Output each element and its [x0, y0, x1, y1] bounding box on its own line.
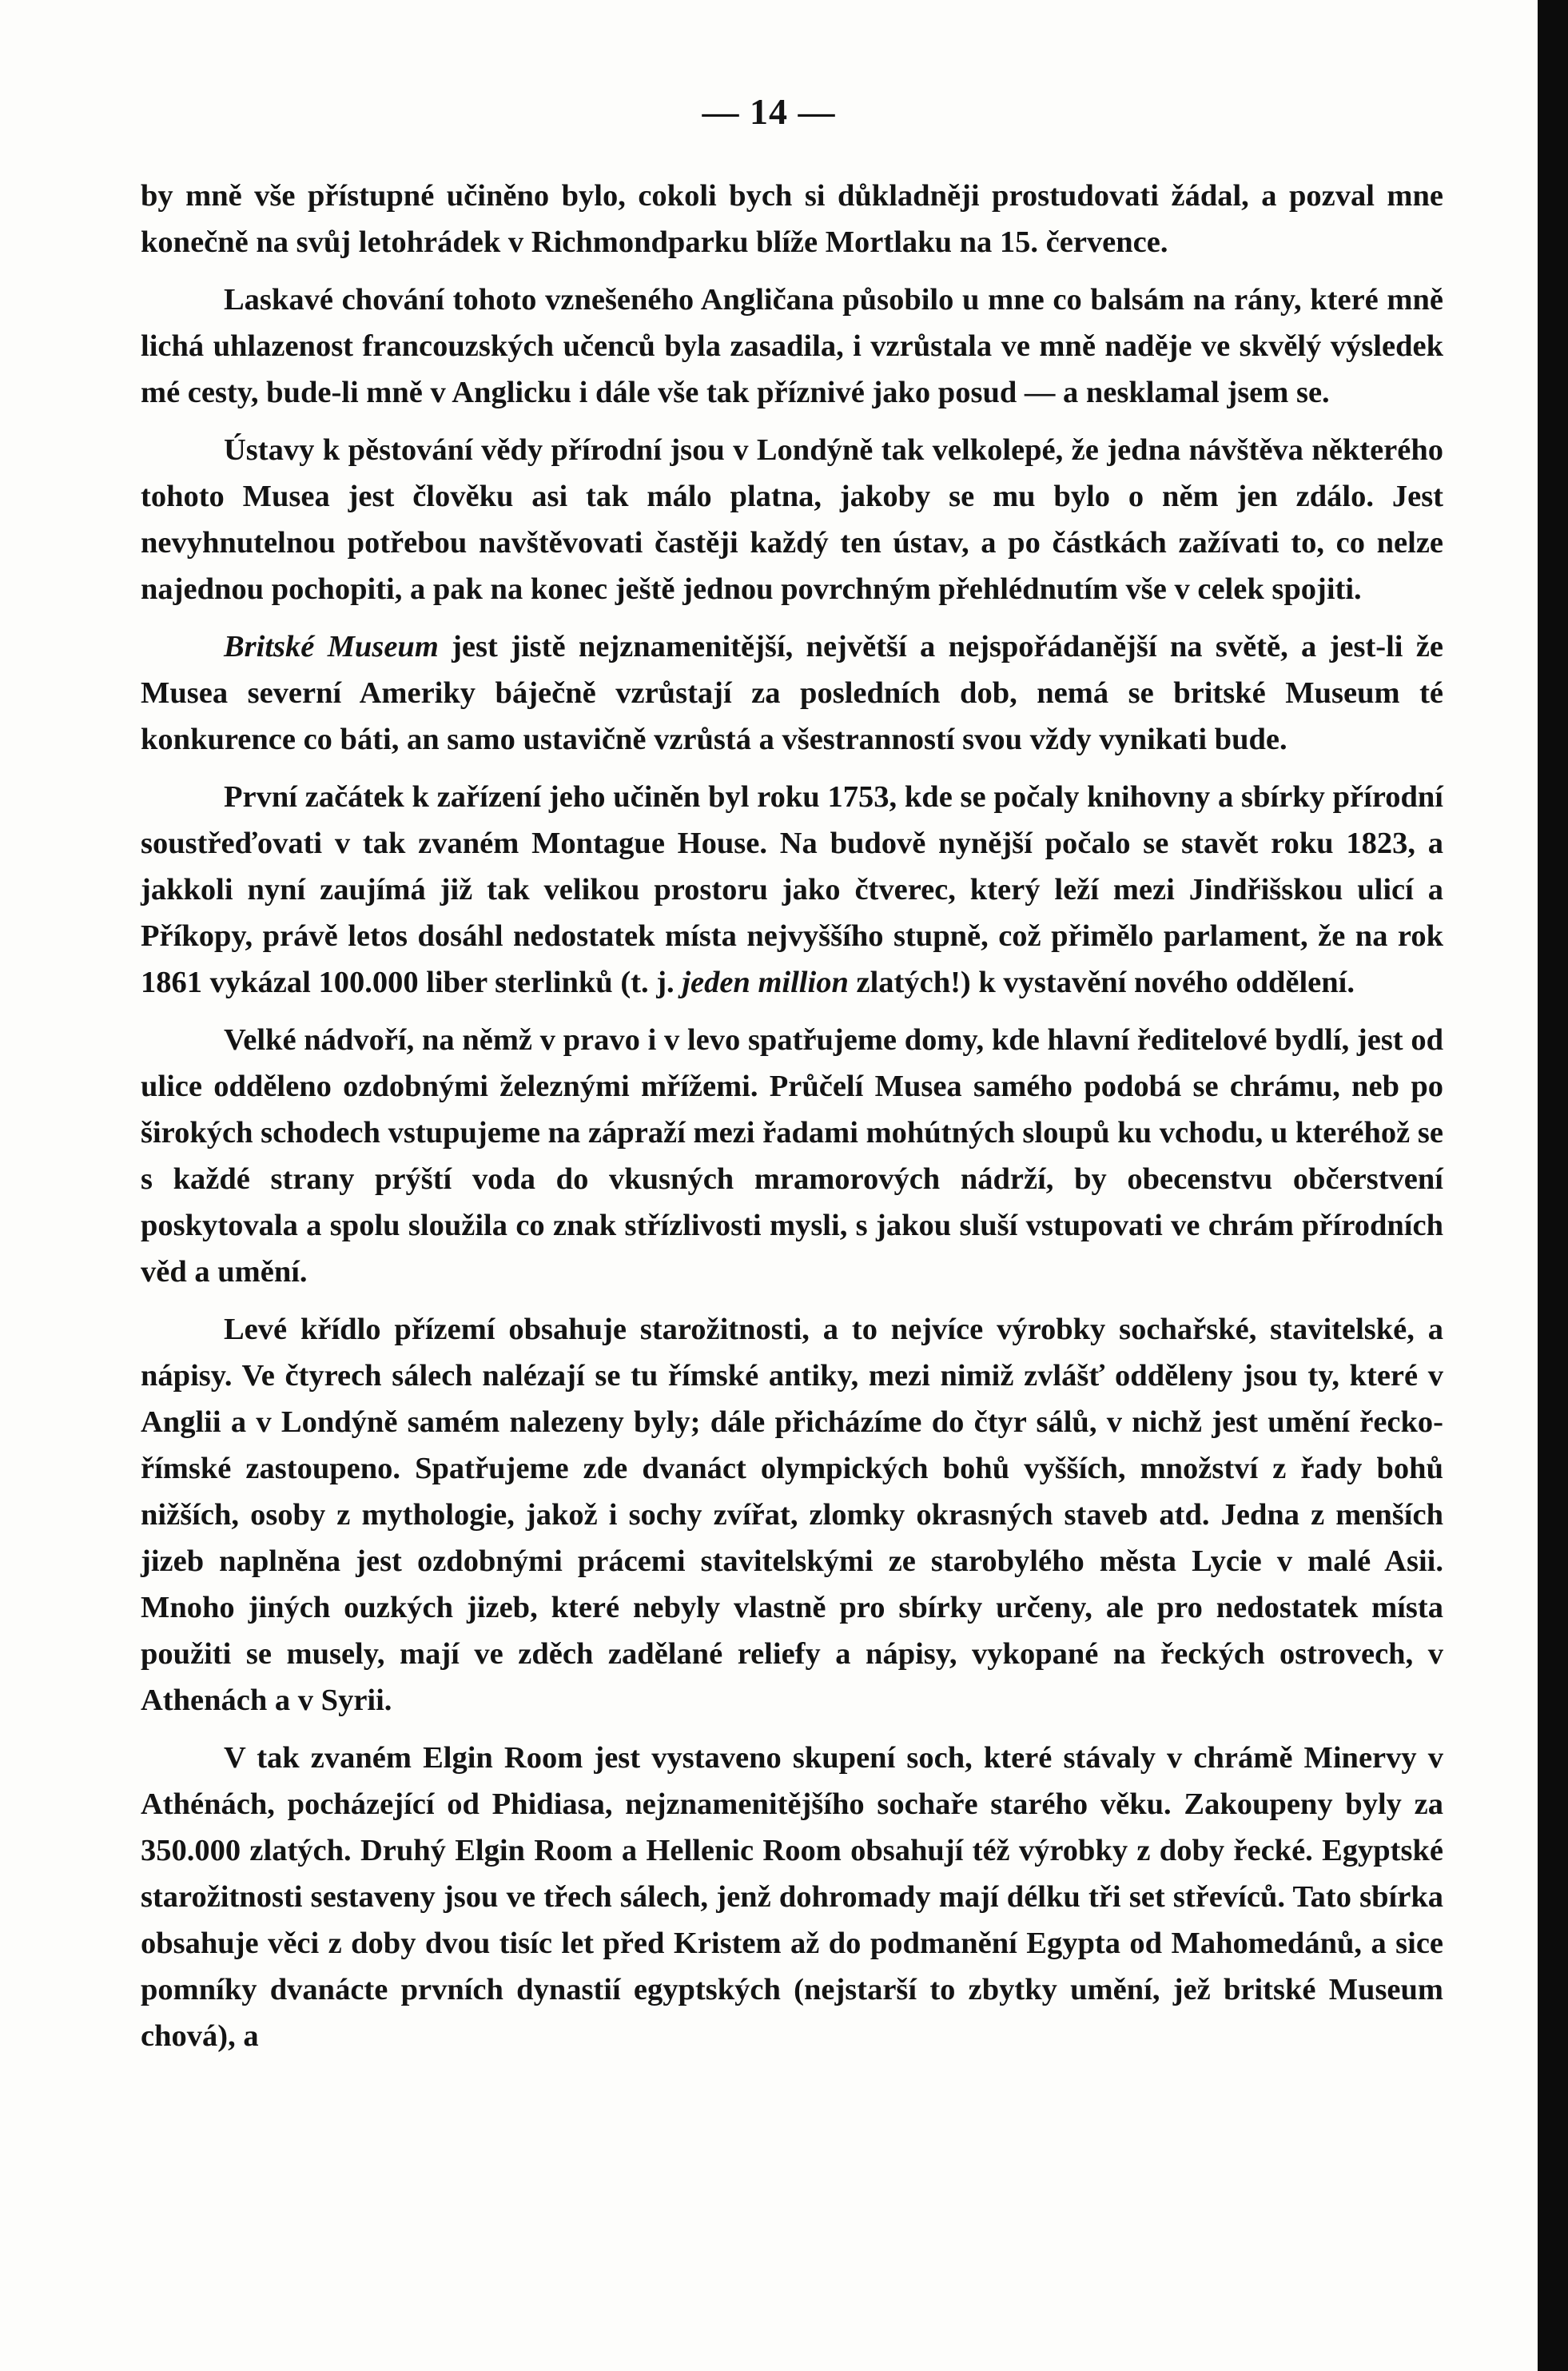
- paragraph-text: zlatých!) k vystavění nového oddělení.: [848, 966, 1355, 999]
- paragraph-text: by mně vše přístupné učiněno bylo, cokoli bych si důkladněji prostudovati žádal, a pozval mne konečně na svůj letohrádek v Richmondparku blíže Mortlaku na 15. července.: [141, 179, 1443, 259]
- italic-term-jeden-million: jeden million: [682, 966, 849, 999]
- paragraph-text: Ústavy k pěstování vědy přírodní jsou v Londýně tak velkolepé, že jedna návštěva některého tohoto Musea jest člověku asi tak málo platna, jakoby se mu bylo o něm jen zdálo. Jest nevyhnutelnou potřebou navštěvovati častěji každý ten ústav, a po částkách zažívati to, co nelze najednou pochopiti, a pak na konec ještě jednou povrchným přehlédnutím vše v celek spojiti.: [141, 433, 1443, 606]
- paragraph-ustavy: [141, 427, 1443, 612]
- paragraph-britske-museum: [141, 624, 1443, 763]
- scan-edge-border: [1538, 0, 1568, 2371]
- paragraph-text: jest jistě nejznamenitější, největší a nejspořádanější na světě, a jest-li že Musea severní Ameriky báječně vzrůstají za posledních dob, nemá se britské Museum té konkurence co báti, an samo ustavičně vzrůstá a všestranností svou vždy vynikati bude.: [141, 630, 1443, 756]
- paragraph-laskave-chovani: [141, 277, 1443, 416]
- page-body-text: [141, 173, 1443, 2070]
- paragraph-leve-kridlo: [141, 1306, 1443, 1723]
- page-number: — 14 —: [702, 91, 836, 132]
- paragraph-text: Velké nádvoří, na němž v pravo i v levo spatřujeme domy, kde hlavní ředitelové bydlí, jest od ulice odděleno ozdobnými železnými mřížemi. Průčelí Musea samého podobá se chrámu, neb po širokých schodech vstupujeme na zápraží mezi řadami mohútných sloupů ku vchodu, u kteréhož se s každé strany prýští voda do vkusných mramorových nádrží, by obecenstvu občerstvení poskytovala a spolu sloužila co znak střízlivosti mysli, s jakou sluší vstupovati ve chrám přírodních věd a umění.: [141, 1023, 1443, 1289]
- paragraph-text: První začátek k zařízení jeho učiněn byl roku 1753, kde se počaly knihovny a sbírky přírodní soustřeďovati v tak zvaném Montague House. Na budově nynější počalo se stavět roku 1823, a jakkoli nyní zaujímá již tak velikou prostoru jako čtverec, který leží mezi Jindřišskou ulicí a Příkopy, právě letos dosáhl nedostatek místa nejvyššího stupně, což přimělo parlament, že na rok 1861 vykázal 100.000 liber sterlinků (t. j.: [141, 780, 1443, 999]
- paragraph-velke-nadvori: [141, 1017, 1443, 1295]
- paragraph-continuation: [141, 173, 1443, 265]
- italic-term-britske-museum: Britské Museum: [224, 630, 439, 663]
- paragraph-text: Levé křídlo přízemí obsahuje starožitnosti, a to nejvíce výrobky sochařské, stavitelské, a nápisy. Ve čtyrech sálech nalézají se tu římské antiky, mezi nimiž zvlášť odděleny jsou ty, které v Anglii a v Londýně samém nalezeny byly; dále přicházíme do čtyr sálů, v nichž jest umění řecko-římské zastoupeno. Spatřujeme zde dvanáct olympických bohů vyšších, množství z řady bohů nižších, osoby z mythologie, jakož i sochy zvířat, zlomky okrasných staveb atd. Jedna z menších jizeb naplněna jest ozdobnými prácemi stavitelskými ze starobylého města Lycie v malé Asii. Mnoho jiných ouzkých jizeb, které nebyly vlastně pro sbírky určeny, ale pro nedostatek místa použiti se musely, mají ve zděch zadělané reliefy a nápisy, vykopané na řeckých ostrovech, v Athenách a v Syrii.: [141, 1313, 1443, 1717]
- paragraph-text: Laskavé chování tohoto vznešeného Angličana působilo u mne co balsám na rány, které mně lichá uhlazenost francouzských učenců byla zasadila, i vzrůstala ve mně naděje ve skvělý výsledek mé cesty, bude-li mně v Anglicku i dále vše tak příznivé jako posud — a nesklamal jsem se.: [141, 283, 1443, 409]
- paragraph-text: V tak zvaném Elgin Room jest vystaveno skupení soch, které stávaly v chrámě Minervy v Athénách, pocházející od Phidiasa, nejznamenitějšího sochaře starého věku. Zakoupeny byly za 350.000 zlatých. Druhý Elgin Room a Hellenic Room obsahují též výrobky z doby řecké. Egyptské starožitnosti sestaveny jsou ve třech sálech, jenž dohromady mají délku tři set střevíců. Tato sbírka obsahuje věci z doby dvou tisíc let před Kristem až do podmanění Egypta od Mahomedánů, a sice pomníky dvanácte prvních dynastií egyptských (nejstarší to zbytky umění, jež britské Museum chová), a: [141, 1741, 1443, 2053]
- paragraph-elgin-room: [141, 1735, 1443, 2059]
- paragraph-prvni-zacatek: [141, 774, 1443, 1006]
